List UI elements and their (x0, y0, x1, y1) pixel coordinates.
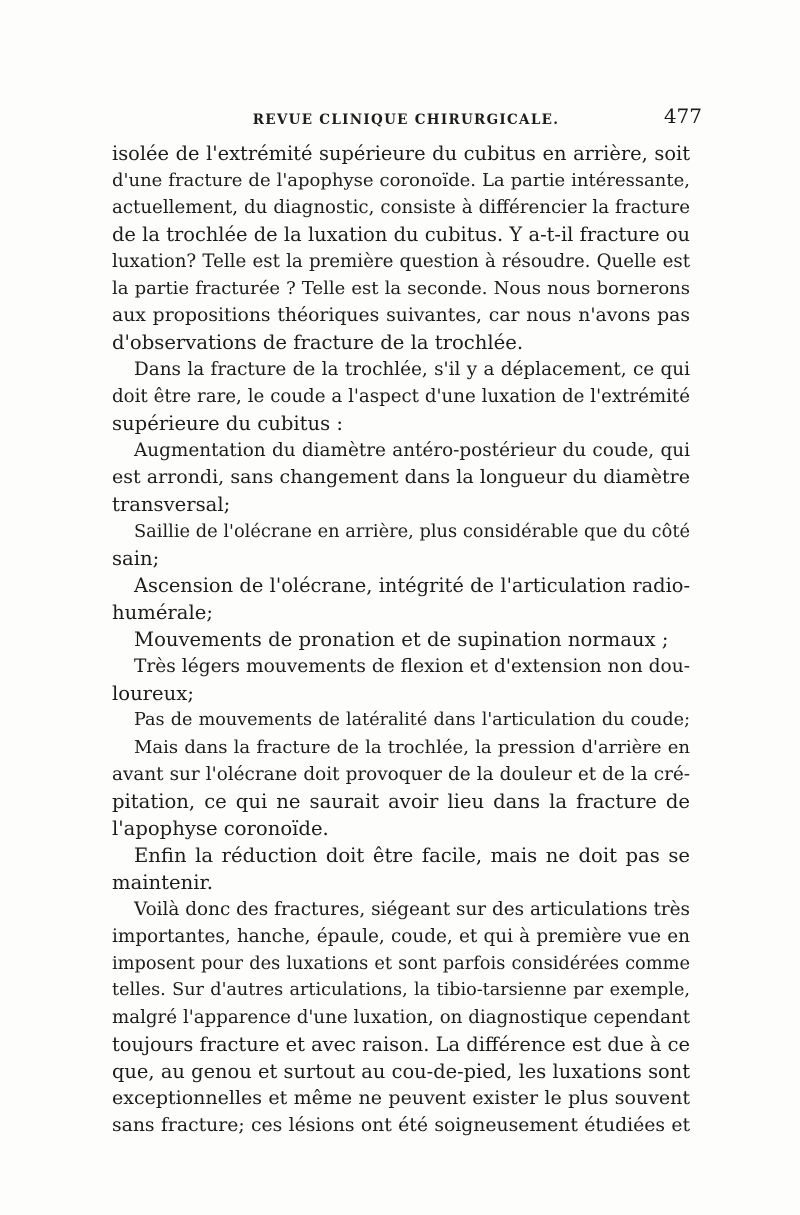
text-line: isolée de l'extrémité supérieure du cubitus en arrière, soit (112, 142, 690, 165)
running-title: REVUE CLINIQUE CHIRURGICALE. (252, 112, 560, 128)
text-line: malgré l'apparence d'une luxation, on diagnostique cependant (112, 1007, 690, 1028)
text-line: Dans la fracture de la trochlée, s'il y a déplacement, ce qui (134, 359, 690, 380)
text-line: Saillie de l'olécrane en arrière, plus considérable que du côté (134, 521, 690, 542)
text-line: transversal; (112, 493, 231, 516)
text-line: importantes, hanche, épaule, coude, et qui à première vue en (112, 926, 690, 947)
text-line: la partie fracturée ? Telle est la seconde. Nous nous bornerons (112, 278, 690, 299)
text-line: humérale; (112, 601, 213, 624)
text-line: actuellement, du diagnostic, consiste à différencier la fracture (112, 197, 690, 218)
text-line: Mais dans la fracture de la trochlée, la pression d'arrière en (134, 737, 690, 758)
text-line: Très légers mouvements de flexion et d'extension non dou- (134, 656, 690, 677)
text-line: d'une fracture de l'apophyse coronoïde. La partie intéressante, (112, 170, 690, 191)
page-number: 477 (663, 104, 702, 128)
text-line: supérieure du cubitus : (112, 412, 344, 435)
text-line: l'apophyse coronoïde. (112, 817, 329, 840)
body-text (112, 140, 690, 1139)
text-line: d'observations de fracture de la trochlée. (112, 331, 524, 354)
text-line: imposent pour des luxations et sont parfois considérées comme (112, 953, 690, 974)
text-line: aux propositions théoriques suivantes, car nous n'avons pas (112, 305, 690, 326)
text-line: Voilà donc des fractures, siégeant sur des articulations très (134, 899, 690, 920)
text-line: toujours fracture et avec raison. La différence est due à ce (112, 1033, 690, 1056)
text-line: pitation, ce qui ne saurait avoir lieu dans la fracture de (112, 790, 690, 813)
text-line: de la trochlée de la luxation du cubitus. Y a-t-il fracture ou (112, 223, 690, 246)
text-line: Ascension de l'olécrane, intégrité de l'articulation radio- (134, 574, 690, 597)
text-line: Augmentation du diamètre antéro-postérieur du coude, qui (134, 440, 690, 461)
text-line: sans fracture; ces lésions ont été soigneusement étudiées et (112, 1115, 690, 1136)
text-line: maintenir. (112, 871, 213, 894)
text-line: est arrondi, sans changement dans la longueur du diamètre (112, 466, 690, 488)
text-line: luxation? Telle est la première question à résoudre. Quelle est (112, 251, 690, 272)
text-line: loureux; (112, 682, 194, 705)
text-line: avant sur l'olécrane doit provoquer de la douleur et de la cré- (112, 764, 690, 785)
text-line: que, au genou et surtout au cou-de-pied, les luxations sont (112, 1060, 690, 1083)
running-head (110, 104, 702, 140)
text-line: Mouvements de pronation et de supination normaux ; (134, 628, 669, 651)
text-line: Pas de mouvements de latéralité dans l'articulation du coude; (134, 710, 690, 730)
text-line: sain; (112, 547, 160, 570)
text-line: exceptionnelles et même ne peuvent exister le plus souvent (112, 1087, 690, 1109)
text-line: Enfin la réduction doit être facile, mais ne doit pas se (134, 844, 690, 867)
text-line: telles. Sur d'autres articulations, la tibio-tarsienne par exemple, (112, 980, 690, 1000)
text-line: doit être rare, le coude a l'aspect d'une luxation de l'extrémité (112, 386, 690, 407)
